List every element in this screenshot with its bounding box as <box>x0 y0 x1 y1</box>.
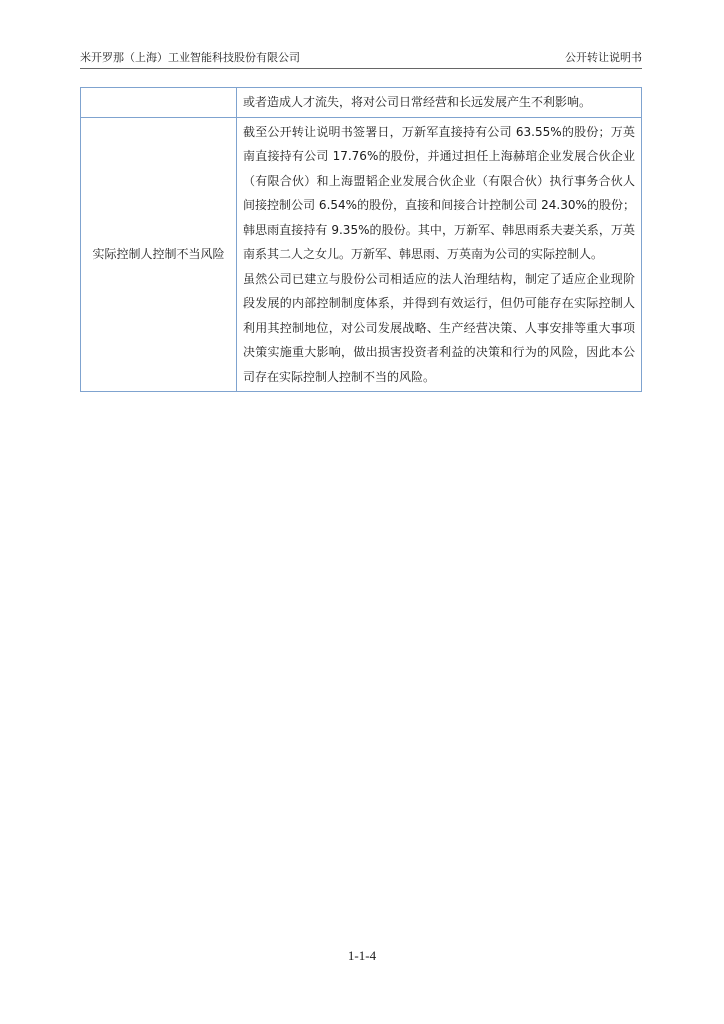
risk-description-paragraph: 截至公开转让说明书签署日，万新军直接持有公司 63.55%的股份；万英南直接持有公司 17.76%的股份，并通过担任上海赫琯企业发展合伙企业（有限合伙）和上海盟韬企业发展合伙企业（有限合伙）执行事务合伙人间接控制公司 6.54%的股份，直接和间接合计控制公司 24.30%的股份；韩思雨直接持有 9.35%的股份。其中，万新军、韩思雨系夫妻关系，万英南系其二人之女儿。万新军、韩思雨、万英南为公司的实际控制人。 <box>243 124 635 261</box>
risk-description-text: 或者造成人才流失，将对公司日常经营和长远发展产生不利影响。 <box>243 95 592 109</box>
risk-table <box>80 87 642 392</box>
risk-label-cell <box>81 88 237 117</box>
risk-description-cell <box>237 118 641 392</box>
page-number: 1-1-4 <box>347 948 377 963</box>
risk-label-cell: 实际控制人控制不当风险 <box>81 118 237 392</box>
header-company-name: 米开罗那（上海）工业智能科技股份有限公司 <box>80 51 300 64</box>
risk-description-cell <box>237 88 641 117</box>
table-row <box>81 88 641 117</box>
risk-description-paragraph: 虽然公司已建立与股份公司相适应的法人治理结构，制定了适应企业现阶段发展的内部控制制度体系，并得到有效运行，但仍可能存在实际控制人利用其控制地位，对公司发展战略、生产经营决策、人事安排等重大事项决策实施重大影响，做出损害投资者利益的决策和行为的风险，因此本公司存在实际控制人控制不当的风险。 <box>243 271 635 384</box>
table-row <box>81 117 641 392</box>
header-document-title: 公开转让说明书 <box>565 51 642 64</box>
page-header <box>80 50 642 69</box>
